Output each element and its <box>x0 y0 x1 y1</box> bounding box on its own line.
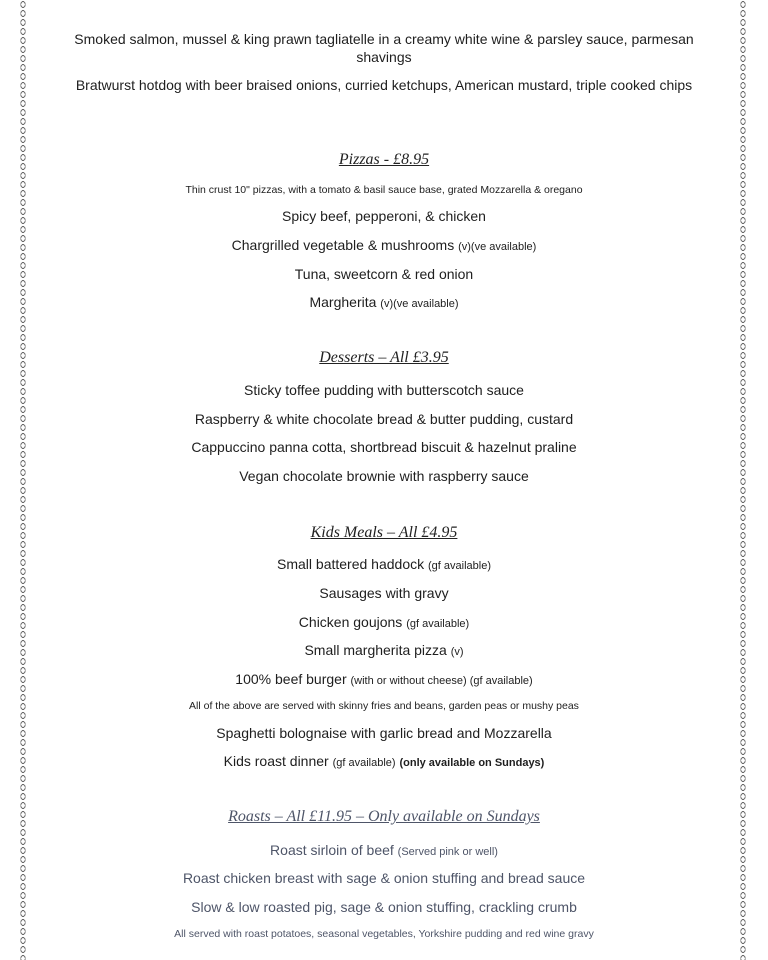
kids-item-name: 100% beef burger <box>235 671 347 687</box>
roast-item-name: Roast chicken breast with sage & onion stuffing and bread sauce <box>182 870 586 886</box>
dessert-item: Raspberry & white chocolate bread & butter pudding, custard <box>194 411 574 427</box>
pizza-item <box>60 236 708 256</box>
kids-item <box>60 670 708 690</box>
dessert-item: Sticky toffee pudding with butterscotch sauce <box>244 382 524 398</box>
roasts-footer-note: All served with roast potatoes, seasonal vegetables, Yorkshire pudding and red wine gravy <box>174 928 594 940</box>
kids-item-name: Small battered haddock <box>277 556 425 572</box>
section-heading-pizzas: Pizzas - £8.95 <box>338 151 430 168</box>
kids-item <box>60 641 708 661</box>
roast-item <box>60 841 708 861</box>
pizza-item-name: Chargrilled vegetable & mushrooms <box>231 237 455 253</box>
kids-item-name: Spaghetti bolognaise with garlic bread and Mozzarella <box>216 725 552 741</box>
roast-item <box>60 898 708 916</box>
kids-item-name: Kids roast dinner <box>223 753 329 769</box>
menu-item-tagliatelle: Smoked salmon, mussel & king prawn tagliatelle in a creamy white wine & parsley sauce, parmesan shavings <box>74 31 694 65</box>
kids-item-note: (gf available) <box>406 618 470 630</box>
kids-sides-note: All of the above are served with skinny fries and beans, garden peas or mushy peas <box>189 700 579 712</box>
kids-item <box>60 613 708 633</box>
kids-item-availability-note: (only available on Sundays) <box>399 757 545 769</box>
pizza-item-name: Tuna, sweetcorn & red onion <box>294 266 474 282</box>
roast-item-note: (Served pink or well) <box>397 846 498 858</box>
pizza-item <box>60 293 708 313</box>
pizzas-description: Thin crust 10" pizzas, with a tomato & basil sauce base, grated Mozzarella & oregano <box>185 184 583 196</box>
kids-item <box>60 724 708 742</box>
kids-item-note: (gf available) <box>428 560 491 572</box>
dessert-item: Cappuccino panna cotta, shortbread biscuit & hazelnut praline <box>191 439 577 455</box>
roast-item <box>60 869 708 887</box>
pizza-item-name: Margherita <box>309 294 377 310</box>
menu-item-hotdog: Bratwurst hotdog with beer braised onions, curried ketchups, American mustard, triple cooked chips <box>75 77 693 93</box>
roast-item-name: Roast sirloin of beef <box>270 842 394 858</box>
pizza-item <box>60 265 708 283</box>
kids-item <box>60 555 708 575</box>
kids-item-name: Sausages with gravy <box>319 585 449 601</box>
roast-item-name: Slow & low roasted pig, sage & onion stuffing, crackling crumb <box>191 899 577 915</box>
section-heading-kids-meals: Kids Meals – All £4.95 <box>310 524 458 541</box>
pizza-item-note: (v)(ve available) <box>380 298 459 310</box>
kids-item <box>60 752 708 772</box>
kids-item-note: (with or without cheese) (gf available) <box>350 675 533 687</box>
pizza-item-note: (v)(ve available) <box>458 241 537 253</box>
pizza-item-name: Spicy beef, pepperoni, & chicken <box>282 208 486 224</box>
kids-item-note: (gf available) <box>332 757 396 769</box>
kids-item-name: Chicken goujons <box>298 614 403 630</box>
dessert-item: Vegan chocolate brownie with raspberry sauce <box>239 468 529 484</box>
pizza-item <box>60 207 708 225</box>
kids-item-name: Small margherita pizza <box>304 642 447 658</box>
kids-item-note: (v) <box>450 646 464 658</box>
section-heading-roasts: Roasts – All £11.95 – Only available on Sundays <box>228 808 540 825</box>
section-heading-desserts: Desserts – All £3.95 <box>319 349 449 366</box>
kids-item <box>60 584 708 602</box>
